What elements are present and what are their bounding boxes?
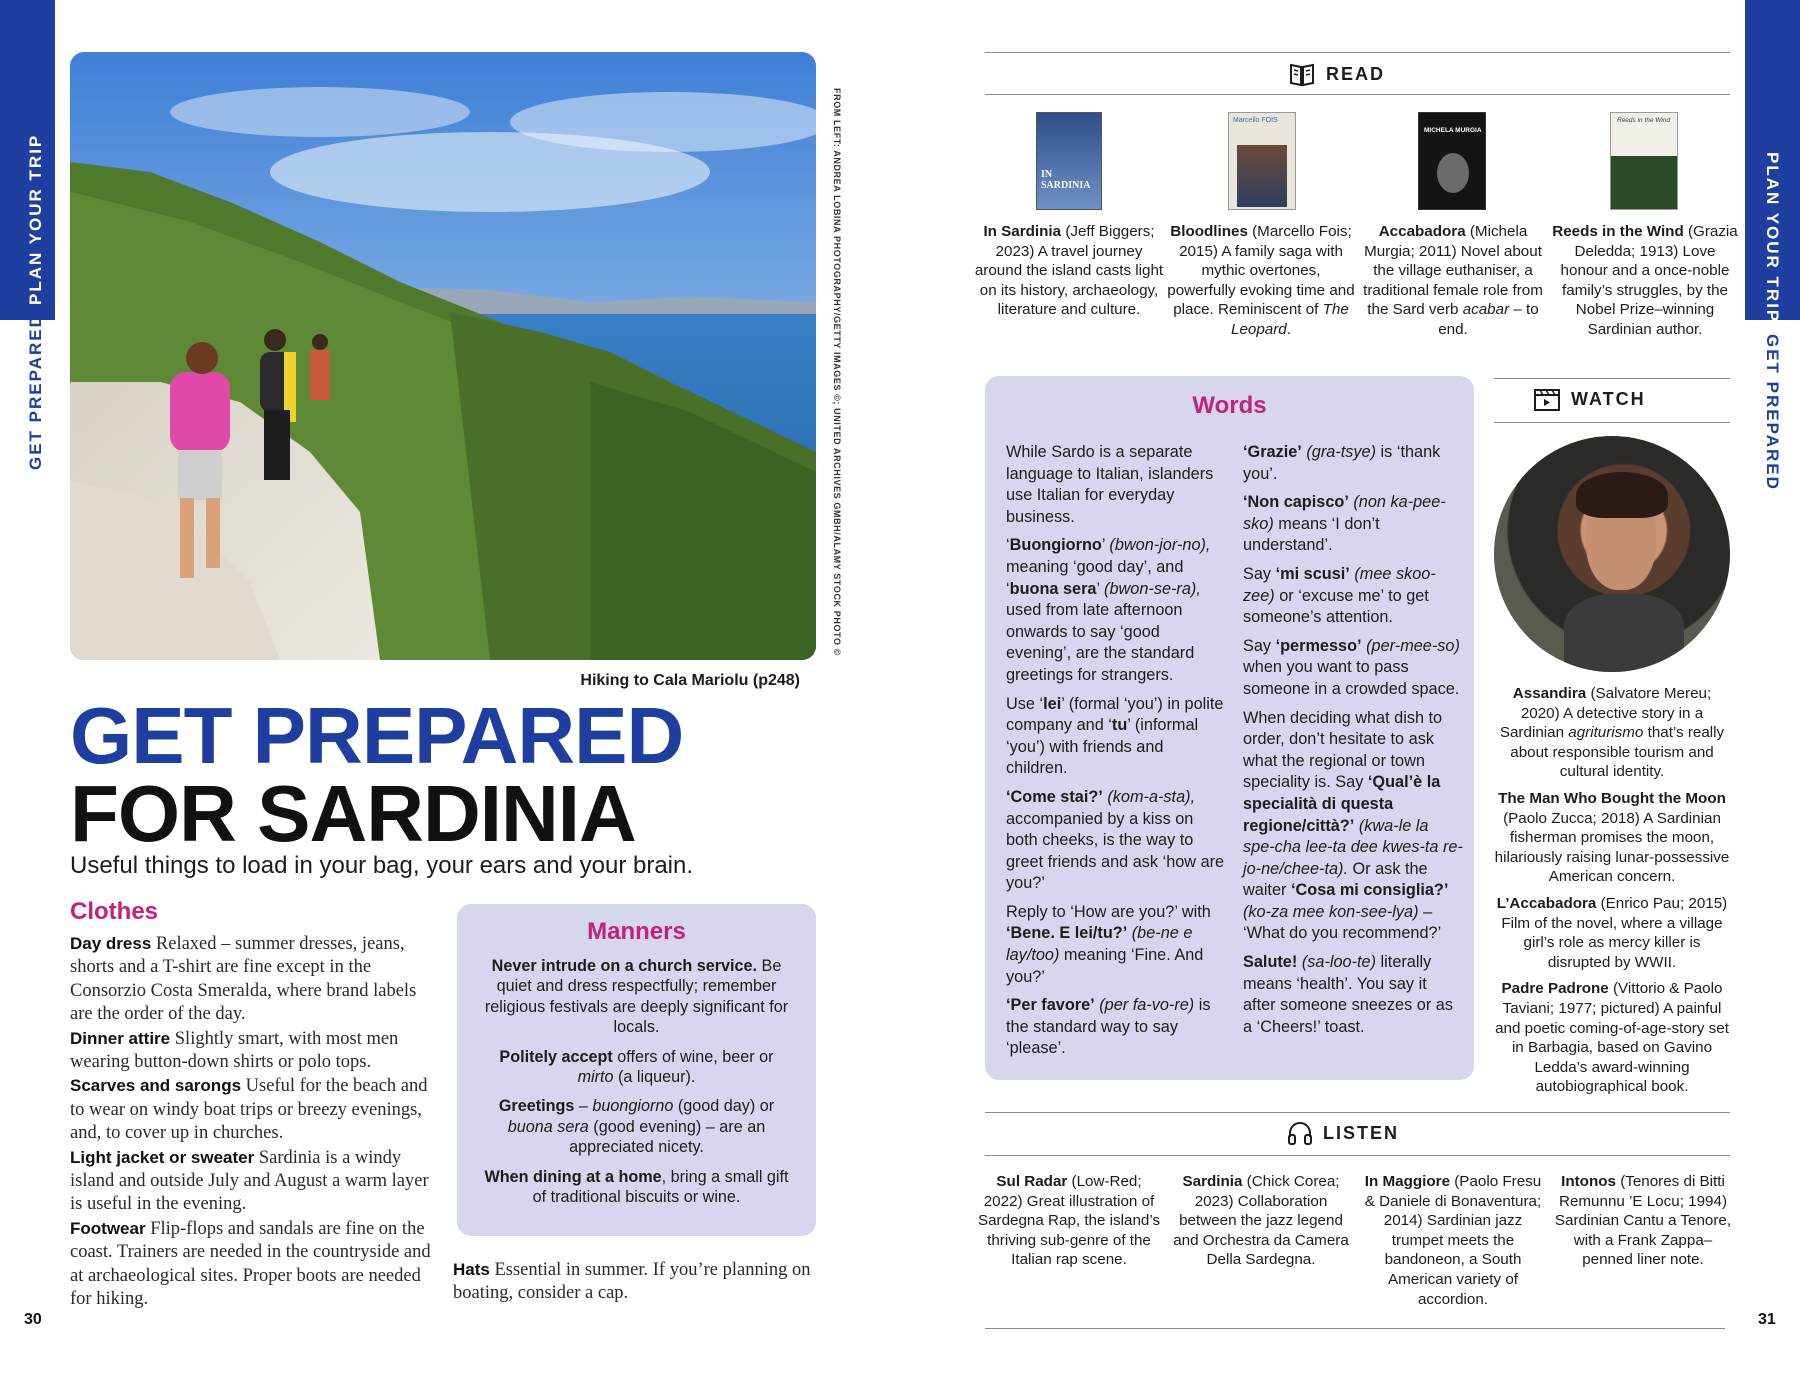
phrase-entry: When deciding what dish to order, don’t hesitate to ask what the regional or town speciality is. Say ‘Qual’è la specialità di questa regione/città?’ (kwa-le la spe-cha lee-ta dee kwes-ta re-jo-ne/chee-ta). Or ask the waiter ‘Cosa mi consiglia?’ (ko-za mee kon-see-lya) – ‘What do you recommend?’ bbox=[1243, 708, 1463, 943]
watch-list bbox=[1492, 684, 1732, 1104]
phrase-entry: Say ‘permesso’ (per-mee-so) when you want to pass someone in a crowded space. bbox=[1243, 636, 1460, 698]
divider bbox=[985, 1112, 1730, 1113]
film-entry: Assandira (Salvatore Mereu; 2020) A detective story in a Sardinian agriturismo that’s really about responsible tourism and cultural identity. bbox=[1499, 685, 1725, 781]
divider bbox=[985, 52, 1730, 53]
divider bbox=[985, 94, 1730, 95]
title-line-1: GET PREPARED bbox=[70, 691, 684, 780]
phrase-entry: ‘Come stai?’ (kom-a-sta), accompanied by a kiss on both cheeks, is the way to greet friends and ask ‘how are you?’ bbox=[1006, 787, 1225, 893]
phrase-entry: ‘Grazie’ (gra-tsye) is ‘thank you’. bbox=[1243, 443, 1441, 483]
title-line-2: FOR SARDINIA bbox=[70, 769, 636, 858]
divider bbox=[1494, 378, 1730, 379]
phrase-entry: While Sardo is a separate language to Italian, islanders use Italian for everyday business. bbox=[1006, 443, 1214, 526]
phrase-entry: ‘Non capisco’ (non ka-pee-sko) means ‘I don’t understand’. bbox=[1243, 493, 1446, 555]
book-cover-accabadora: MICHELA MURGIA bbox=[1418, 112, 1486, 210]
divider bbox=[985, 1328, 1725, 1329]
phrase-entry: Reply to ‘How are you?’ with ‘Bene. E lei/tu?’ (be-ne e lay/too) meaning ‘Fine. And you?’ bbox=[1006, 902, 1211, 986]
manners-item: Greetings – buongiorno (good day) or buona sera (good evening) – are an appreciated nicety. bbox=[498, 1097, 775, 1157]
photo-caption: Hiking to Cala Mariolu (p248) bbox=[580, 672, 800, 689]
words-left-column bbox=[1006, 442, 1228, 1067]
film-still-portrait bbox=[1494, 436, 1730, 672]
album-entry: Sul Radar (Low-Red; 2022) Great illustration of Sardegna Rap, the island’s thriving sub-genre of the Italian rap scene. bbox=[977, 1173, 1161, 1269]
phrase-entry: Salute! (sa-loo-te) literally means ‘health’. You say it after someone sneezes or as a ‘Cheers!’ toast. bbox=[1243, 953, 1453, 1036]
page-number-right: 31 bbox=[1758, 1311, 1776, 1328]
film-entry: The Man Who Bought the Moon (Paolo Zucca; 2018) A Sardinian fisherman promises the moon, hilariously raising lunar-possessive American concern. bbox=[1494, 789, 1730, 886]
manners-item: Politely accept offers of wine, beer or mirto (a liqueur). bbox=[499, 1047, 774, 1087]
album-entry: In Maggiore (Paolo Fresu & Daniele di Bonaventura; 2014) Sardinian jazz trumpet meets the bandoneon, a South American variety of accordion. bbox=[1364, 1173, 1542, 1308]
manners-item: Never intrude on a church service. Be quiet and dress respectfully; remember religious festivals are deeply significant for locals. bbox=[484, 957, 789, 1037]
film-entry: L’Accabadora (Enrico Pau; 2015) Film of the novel, where a village girl’s role as mercy killer is disrupted by WWII. bbox=[1496, 894, 1728, 971]
book-cover-reeds-in-the-wind: Reeds in the Wind bbox=[1610, 112, 1678, 210]
clothes-item: Dinner attire Slightly smart, with most men wearing button-down shirts or polo tops. bbox=[70, 1028, 399, 1073]
manners-heading: Manners bbox=[587, 918, 686, 945]
film-entry: Padre Padrone (Vittorio & Paolo Taviani; 1977; pictured) A painful and poetic coming-of-age-story set in Barbagia, based on Gavino Ledda’s award-winning autobiographical book. bbox=[1495, 980, 1729, 1096]
phrase-entry: ‘Buongiorno’ (bwon-jor-no), meaning ‘good day’, and ‘buona sera’ (bwon-se-ra), used from late afternoon onwards to say ‘good evening’, are the standard greetings for strangers. bbox=[1006, 536, 1211, 684]
page-number-left: 30 bbox=[24, 1311, 42, 1328]
right-tab-plan-label: PLAN YOUR TRIP bbox=[1763, 152, 1782, 324]
watch-heading: WATCH bbox=[1533, 386, 1646, 412]
book-entry: Reeds in the Wind (Grazia Deledda; 1913) Love honour and a once-noble family’s struggles, by the Nobel Prize–winning Sardinian author. bbox=[1552, 223, 1738, 338]
divider bbox=[1494, 422, 1730, 423]
words-right-column bbox=[1243, 442, 1463, 1045]
clothes-item: Light jacket or sweater Sardinia is a windy island and outside July and August a warm layer is useful in the evening. bbox=[70, 1147, 429, 1215]
clothes-item: Day dress Relaxed – summer dresses, jeans, shorts and a T-shirt are fine except in the Consorzio Costa Smeralda, where brand labels are the order of the day. bbox=[70, 934, 417, 1025]
read-heading: READ bbox=[1288, 60, 1385, 88]
book-icon bbox=[1288, 60, 1316, 88]
left-tab-plan-label: PLAN YOUR TRIP bbox=[26, 133, 45, 305]
phrase-entry: ‘Per favore’ (per fa-vo-re) is the standard way to say ‘please’. bbox=[1006, 996, 1211, 1058]
book-entry: Accabadora (Michela Murgia; 2011) Novel about the village euthaniser, a traditional female role from the Sard verb acabar – to end. bbox=[1363, 223, 1543, 338]
book-cover-bloodlines: Marcello FOIS bbox=[1228, 112, 1296, 210]
clothes-heading: Clothes bbox=[70, 898, 159, 925]
left-tab-prepared-label: GET PREPARED bbox=[26, 313, 45, 470]
headphones-icon bbox=[1287, 1120, 1313, 1146]
manners-box bbox=[457, 904, 816, 1236]
phrase-entry: Say ‘mi scusi’ (mee skoo-zee) or ‘excuse me’ to get someone’s attention. bbox=[1243, 564, 1436, 627]
subtitle: Useful things to load in your bag, your ears and your brain. bbox=[70, 852, 694, 879]
photo-credit-strip bbox=[832, 88, 842, 656]
book-entry: Bloodlines (Marcello Fois; 2015) A family saga with mythic overtones, powerfully evoking time and place. Reminiscent of The Leopard. bbox=[1167, 223, 1355, 338]
divider bbox=[985, 1155, 1730, 1156]
clothes-item: Footwear Flip-flops and sandals are fine on the coast. Trainers are needed in the countryside and at archaeological sites. Proper boots are needed for hiking. bbox=[70, 1218, 431, 1310]
album-entry: Intonos (Tenores di Bitti Remunnu ’E Locu; 1994) Sardinian Cantu a Tenore, with a Frank Zappa–penned liner note. bbox=[1554, 1173, 1732, 1269]
clapperboard-icon bbox=[1533, 386, 1561, 412]
clothes-item: Scarves and sarongs Useful for the beach and to wear on windy boat trips or breezy evenings, and, to cover up in churches. bbox=[70, 1076, 428, 1144]
photo-credit: FROM LEFT: ANDREA LOBINA PHOTOGRAPHY/GETTY IMAGES ©; UNITED ARCHIVES GMBH/ALAMY STOCK PHOTO © bbox=[832, 88, 842, 656]
phrase-entry: Use ‘lei’ (formal ‘you’) in polite company and ‘tu’ (informal ‘you’) with friends and children. bbox=[1006, 694, 1224, 778]
book-cover-in-sardinia: IN SARDINIA bbox=[1036, 112, 1102, 210]
album-entry: Sardinia (Chick Corea; 2023) Collaboration between the jazz legend and Orchestra da Camera Della Sardegna. bbox=[1173, 1173, 1349, 1269]
manners-item: When dining at a home, bring a small gift of traditional biscuits or wine. bbox=[484, 1167, 789, 1207]
book-entry: In Sardinia (Jeff Biggers; 2023) A travel journey around the island casts light on its history, archaeology, literature and culture. bbox=[974, 223, 1164, 319]
words-heading: Words bbox=[1192, 392, 1267, 419]
clothes-list bbox=[70, 932, 440, 1312]
hats-item: Hats Essential in summer. If you’re planning on boating, consider a cap. bbox=[453, 1260, 811, 1304]
right-tab-prepared-label: GET PREPARED bbox=[1763, 334, 1782, 491]
hiking-photo bbox=[70, 52, 816, 660]
listen-heading: LISTEN bbox=[1287, 1120, 1399, 1146]
